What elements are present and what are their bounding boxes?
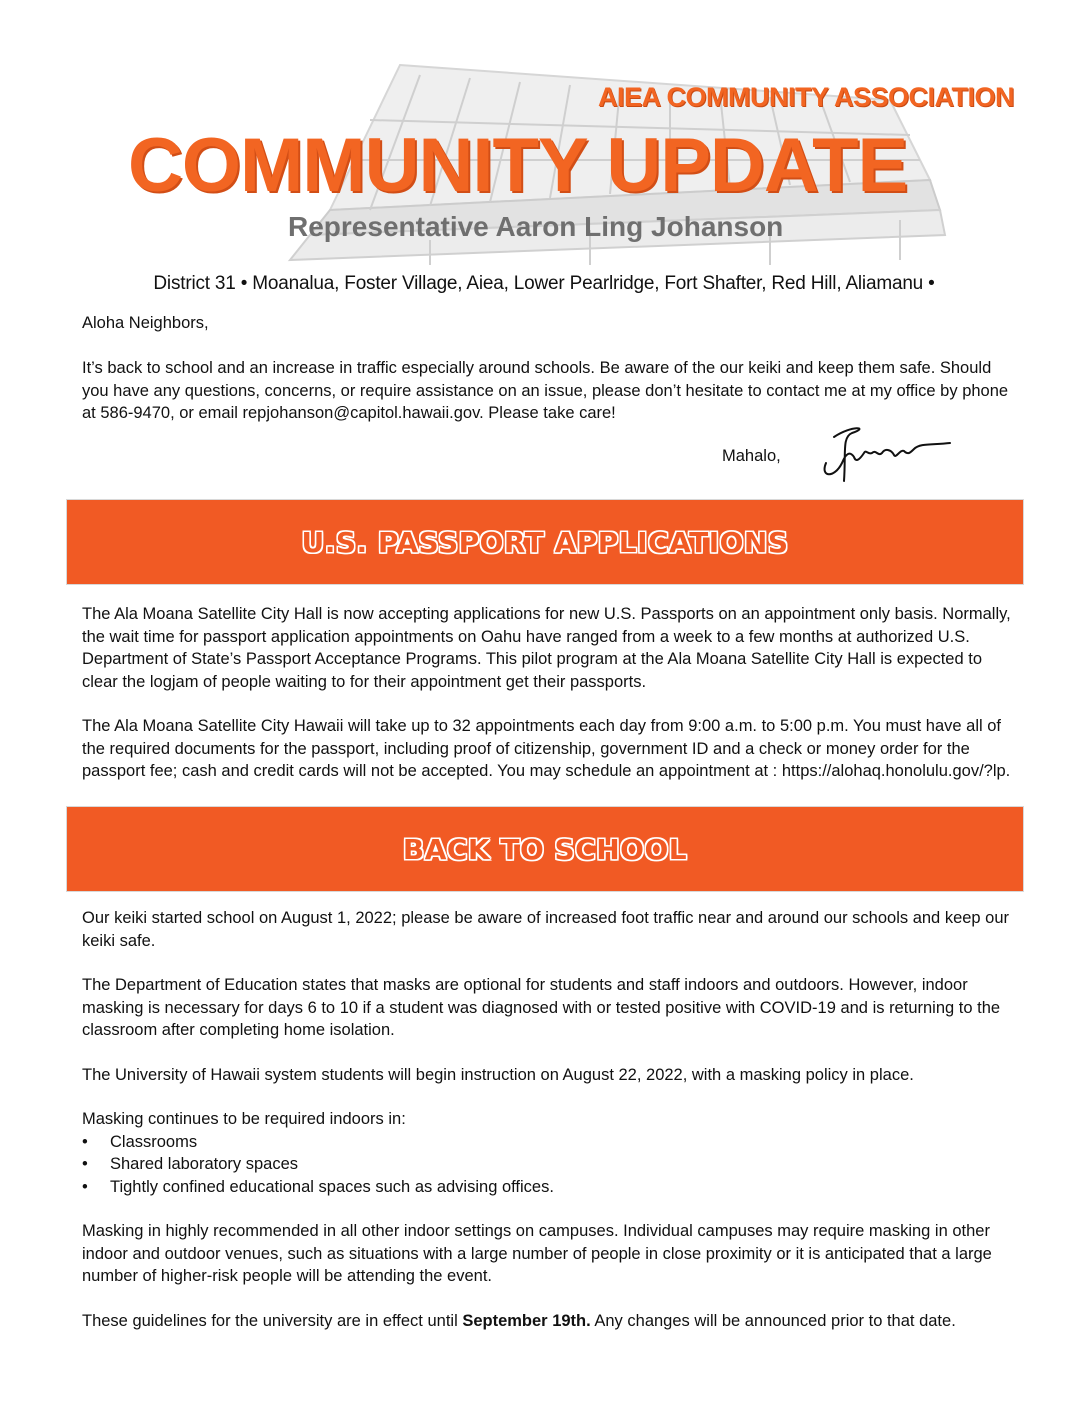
guidelines-date: September 19th. — [462, 1312, 591, 1330]
representative-name: Representative Aaron Ling Johanson — [288, 211, 784, 242]
passport-section-title: U.S. PASSPORT APPLICATIONS — [301, 525, 789, 559]
school-paragraph-2: The Department of Education states that masks are optional for students and staff indoors and outdoors. However, indoor masking is necessary for days 6 to 10 if a student was diagnosed with or tested positive with COVID-19 and is returning to the classroom after completing home isolation. — [82, 976, 1001, 1039]
signature-block — [722, 423, 952, 493]
list-item: • Tightly confined educational spaces such as advising offices. — [82, 1176, 1012, 1199]
district-line: District 31 • Moanalua, Foster Village, Aiea, Lower Pearlridge, Fort Shafter, Red Hill, Aliamanu • — [153, 273, 935, 294]
school-paragraph-1: Our keiki started school on August 1, 2022; please be aware of increased foot traffic near and around our schools and keep our keiki safe. — [82, 909, 1010, 950]
newsletter-title: COMMUNITY UPDATE — [128, 123, 908, 208]
list-item: • Classrooms — [82, 1131, 1012, 1154]
intro-paragraph: It’s back to school and an increase in traffic especially around schools. Be aware of the our keiki and keep them safe. Should you have any questions, concerns, or require assistance on an issue, please don’t hesitate to contact me at my office by phone at 586-9470, or email repjohanson@capitol.hawaii.gov. Please take care! — [82, 359, 1009, 422]
closing: Mahalo, — [722, 447, 781, 465]
guidelines-text-end: Any changes will be announced prior to that date. — [590, 1312, 956, 1330]
list-item: • Shared laboratory spaces — [82, 1153, 1012, 1176]
passport-banner — [66, 499, 1024, 585]
school-paragraph-3: The University of Hawaii system students will begin instruction on August 22, 2022, with a masking policy in place. — [82, 1066, 914, 1084]
passport-paragraph-2: The Ala Moana Satellite City Hawaii will take up to 32 appointments each day from 9:00 a.m. to 5:00 p.m. You must have all of the required documents for the passport, including proof of citizenship, government ID and a check or money order for the passport fee; cash and credit cards will not be accepted. You may schedule an appointment at : https://alohaq.honolulu.gov/?lp. — [82, 717, 1011, 780]
guidelines-text: These guidelines for the university are in effect until — [82, 1312, 463, 1330]
passport-paragraph-1: The Ala Moana Satellite City Hall is now accepting applications for new U.S. Passports on an appointment only basis. Normally, the wait time for passport application appointments on Oahu have ranged from a week to a few months at authorized U.S. Department of State’s Passport Acceptance Programs. This pilot program at the Ala Moana Satellite City Hall is expected to clear the logjam of people waiting to for their appointment get their passports. — [82, 605, 1011, 691]
school-section-title: BACK TO SCHOOL — [402, 832, 688, 866]
greeting: Aloha Neighbors, — [82, 314, 209, 332]
masking-list-intro: Masking continues to be required indoors in: — [82, 1110, 406, 1128]
association-name: AIEA COMMUNITY ASSOCIATION — [597, 82, 1014, 112]
masking-list-block — [82, 1108, 1012, 1198]
masking-list — [82, 1131, 1012, 1199]
school-paragraph-5 — [82, 1310, 1012, 1333]
handwritten-signature — [812, 423, 952, 487]
newsletter-header — [0, 0, 1088, 275]
school-paragraph-4: Masking in highly recommended in all other indoor settings on campuses. Individual campuses may require masking in other indoor and outdoor venues, such as situations with a large number of people in close proximity or it is anticipated that a large number of higher-risk people will be attending the event. — [82, 1222, 992, 1285]
school-banner — [66, 806, 1024, 892]
